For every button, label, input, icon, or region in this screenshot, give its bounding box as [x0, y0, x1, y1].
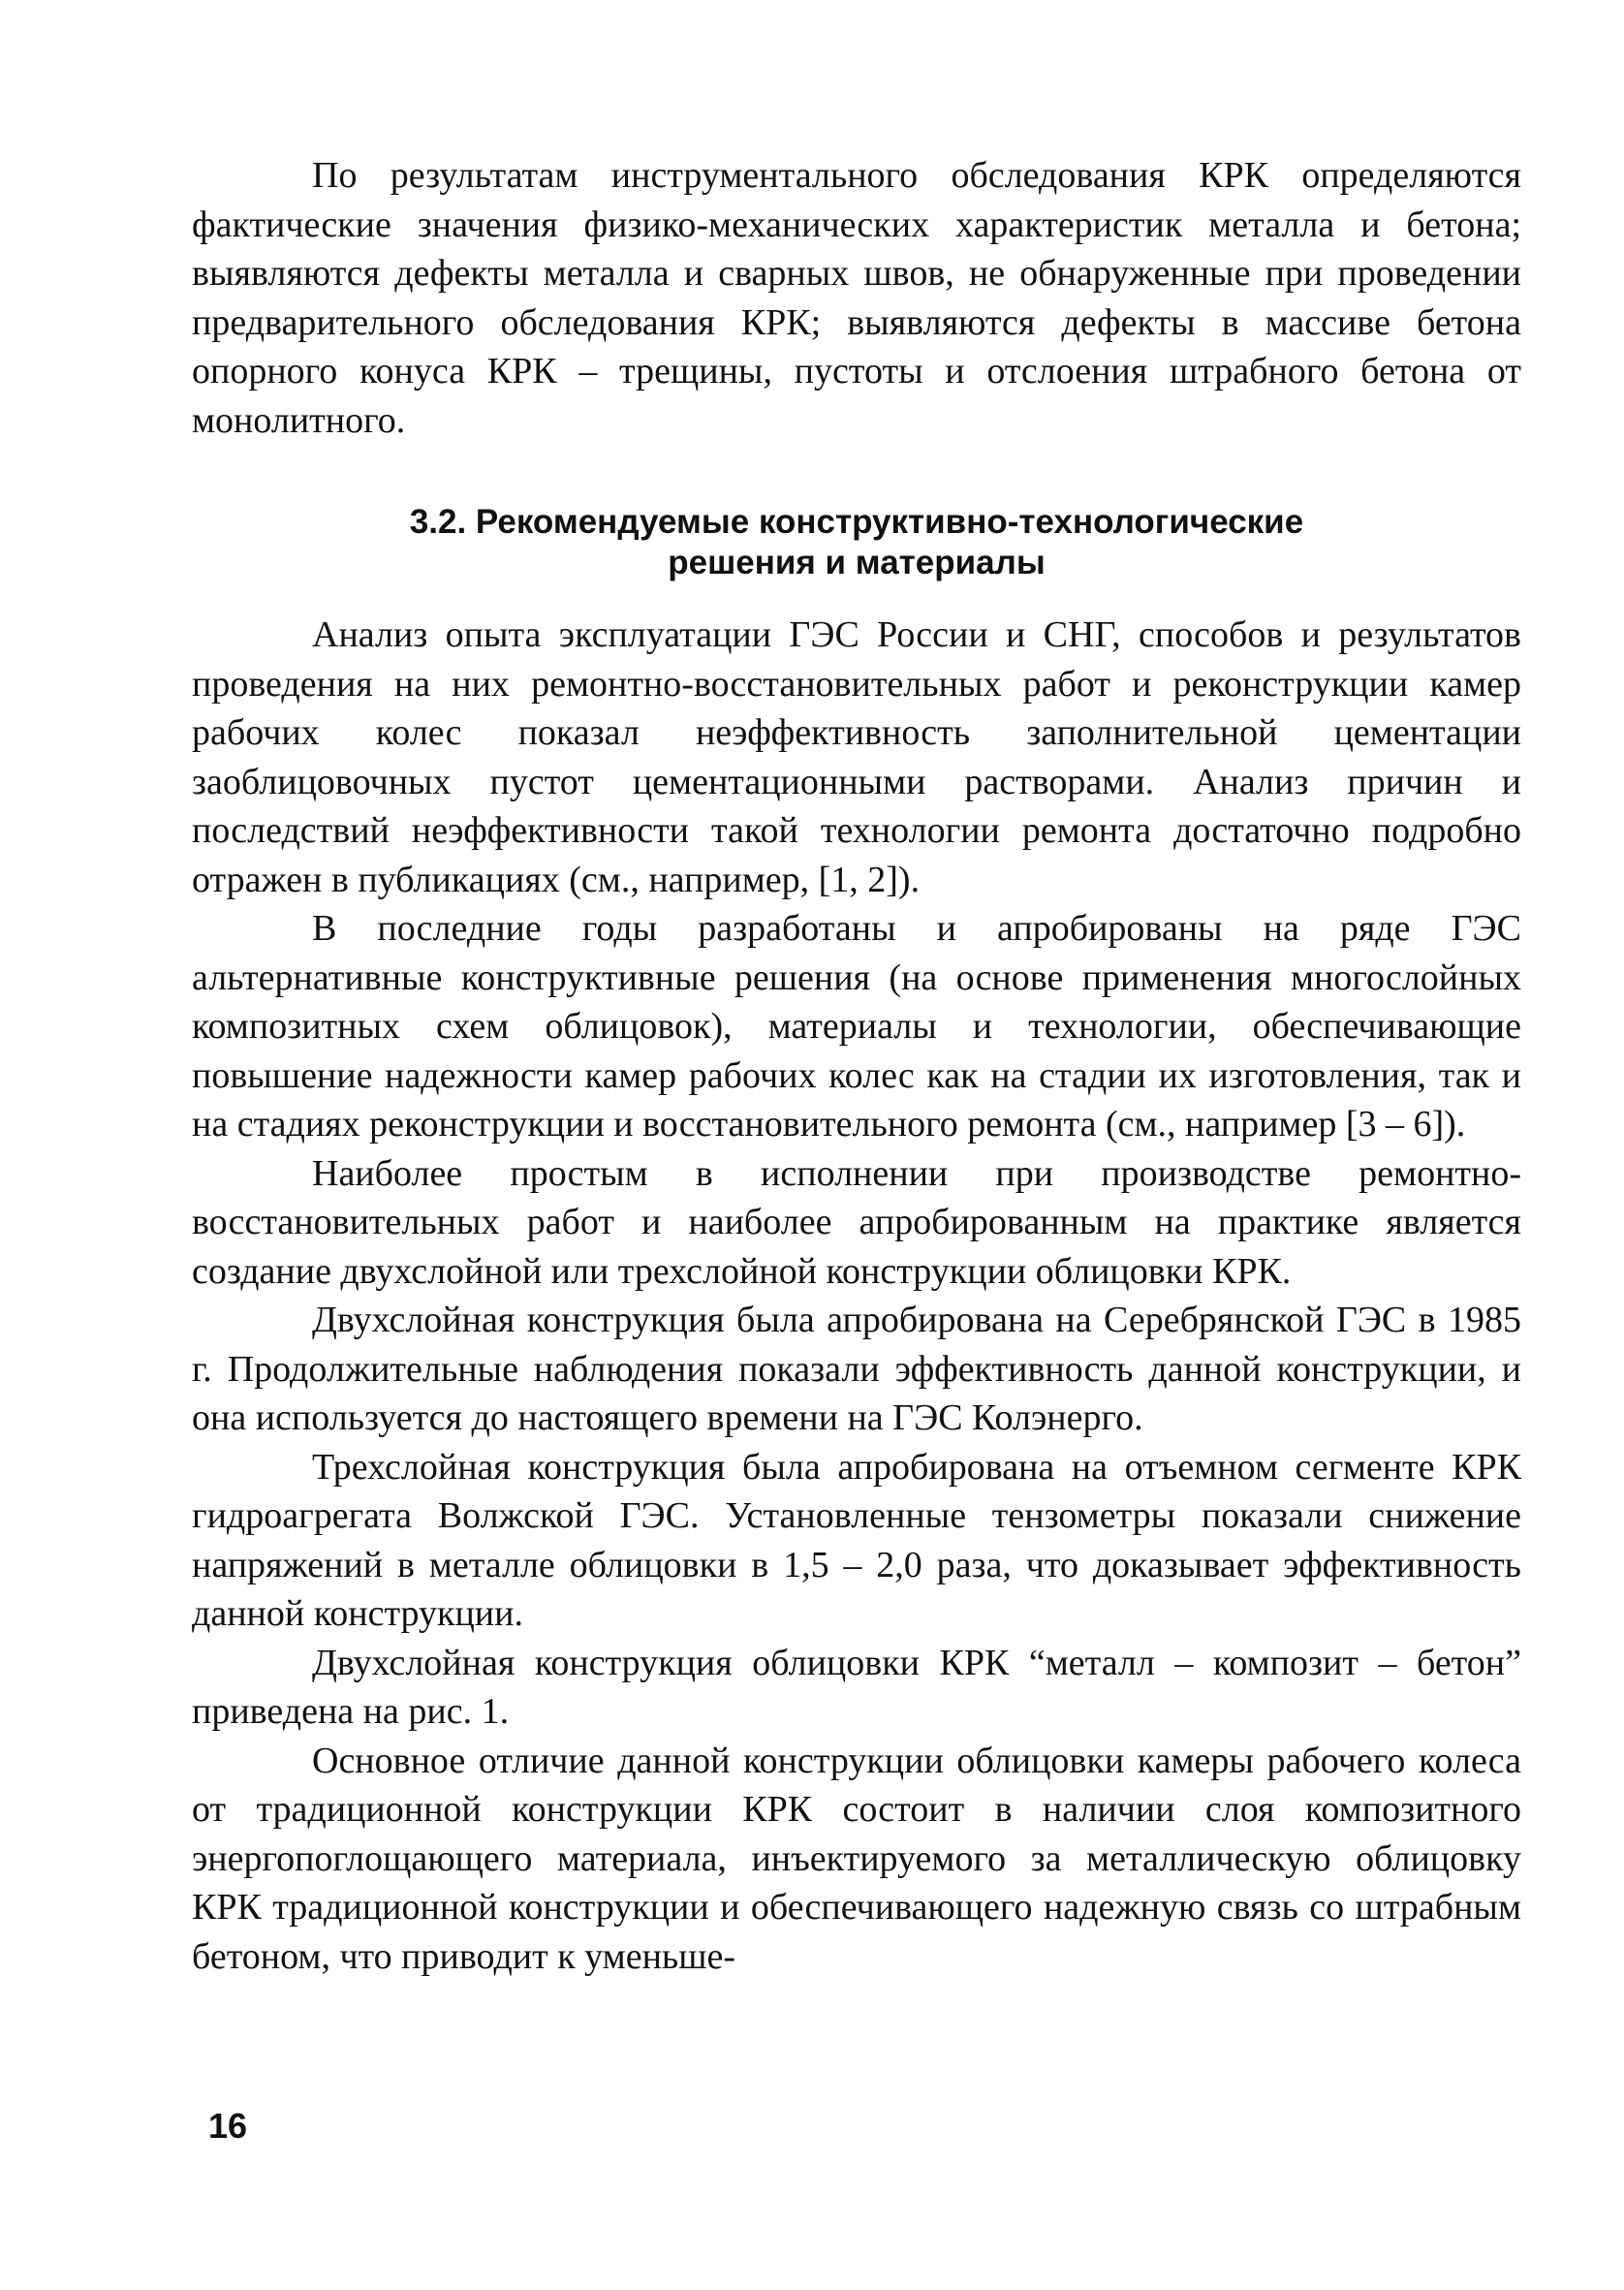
- body-paragraph: Двухслойная конструкция облицовки КРК “металл – композит – бетон” приведена на рис. 1.: [192, 1642, 1521, 1732]
- body-paragraph: В последние годы разработаны и апробированы на ряде ГЭС альтернативные конструктивные решения (на основе применения многослойных композитных схем облицовок), материалы и технологии, обеспечивающие повышение надежности камер рабочих колес как на стадии их изготовления, так и на стадиях реконструкции и восстановительного ремонта (см., например [3 – 6]).: [192, 908, 1521, 1145]
- intro-paragraph: По результатам инструментального обследования КРК определяются фактические значения физико-механических характеристик металла и бетона; выявляются дефекты металла и сварных швов, не обнаруженные при проведении предварительного обследования КРК; выявляются дефекты в массиве бетона опорного конуса КРК – трещины, пустоты и отслоения штрабного бетона от монолитного.: [192, 155, 1521, 441]
- page-number: 16: [208, 2106, 248, 2146]
- body-paragraph: Анализ опыта эксплуатации ГЭС России и СНГ, способов и результатов проведения на них ремонтно-восстановительных работ и реконструкции камер рабочих колес показал неэффективность заполнительной цементации заоблицовочных пустот цементационными растворами. Анализ причин и последствий неэффективности такой технологии ремонта достаточно подробно отражен в публикациях (см., например, [1, 2]).: [192, 614, 1521, 900]
- section-heading-line-1: 3.2. Рекомендуемые конструктивно-технологические: [409, 503, 1304, 541]
- intro-text-block: [192, 151, 1521, 445]
- section-heading-line-2: решения и материалы: [668, 544, 1046, 581]
- body-paragraph: Наиболее простым в исполнении при производстве ремонтно-восстановительных работ и наиболее апробированным на практике является создание двухслойной или трехслойной конструкции облицовки КРК.: [192, 1152, 1521, 1292]
- body-paragraph: Трехслойная конструкция была апробирована на отъемном сегменте КРК гидроагрегата Волжской ГЭС. Установленные тензометры показали снижение напряжений в металле облицовки в 1,5 – 2,0 раза, что доказывает эффективность данной конструкции.: [192, 1446, 1521, 1634]
- body-text-block: [192, 611, 1521, 1981]
- section-heading: [192, 502, 1521, 583]
- body-paragraph: Основное отличие данной конструкции облицовки камеры рабочего колеса от традиционной конструкции КРК состоит в наличии слоя композитного энергопоглощающего материала, инъектируемого за металлическую облицовку КРК традиционной конструкции и обеспечивающего надежную связь со штрабным бетоном, что приводит к уменьше-: [192, 1740, 1521, 1977]
- body-paragraph: Двухслойная конструкция была апробирована на Серебрянской ГЭС в 1985 г. Продолжительные наблюдения показали эффективность данной конструкции, и она используется до настоящего времени на ГЭС Колэнерго.: [192, 1300, 1521, 1438]
